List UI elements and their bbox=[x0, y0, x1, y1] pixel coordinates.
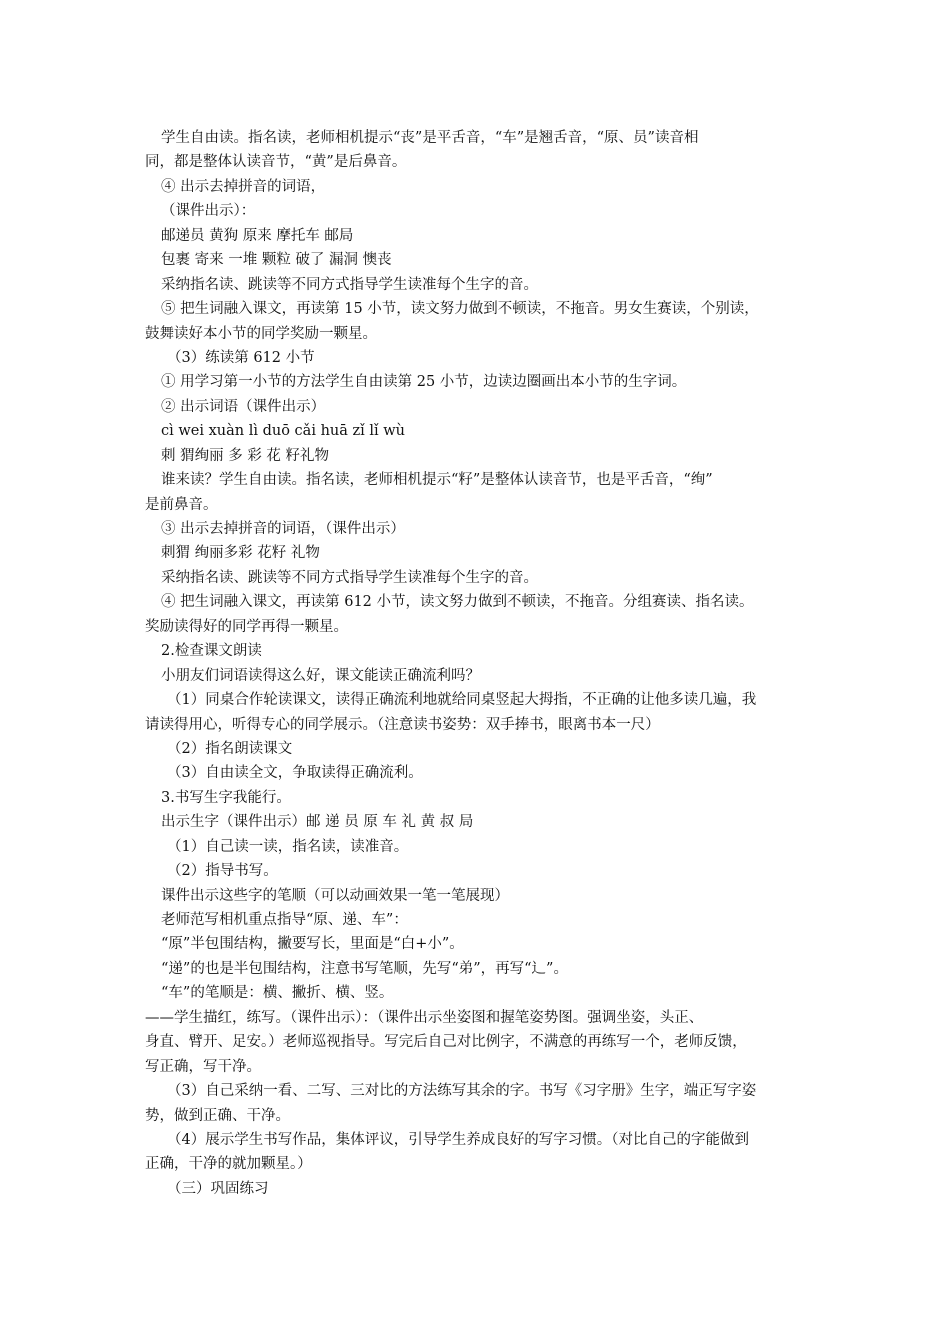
text-line: 请读得用心，听得专心的同学展示。（注意读书姿势：双手捧书，眼离书本一尺） bbox=[145, 716, 660, 733]
text-line: 包裹 寄来 一堆 颗粒 破了 漏洞 懊丧 bbox=[161, 252, 392, 269]
text-line: （3）练读第 612 小节 bbox=[167, 349, 315, 366]
text-line: 正确，干净的就加颗星。） bbox=[145, 1156, 312, 1173]
text-line: 老师范写相机重点指导“原、递、车”： bbox=[161, 912, 408, 928]
text-line: ① 用学习第一小节的方法学生自由读第 25 小节，边读边圈画出本小节的生字词。 bbox=[161, 374, 687, 391]
text-line: 写正确，写干净。 bbox=[145, 1058, 261, 1075]
text-line: ③ 出示去掉拼音的词语，（课件出示） bbox=[161, 521, 405, 537]
text-line: 邮递员 黄狗 原来 摩托车 邮局 bbox=[161, 227, 354, 244]
text-line: 刺 猬绚丽 多 彩 花 籽礼物 bbox=[161, 447, 330, 464]
text-line: （课件出示）： bbox=[161, 203, 256, 220]
text-line: 鼓舞读好本小节的同学奖励一颗星。 bbox=[145, 325, 377, 342]
text-line: （3）自己采纳一看、二写、三对比的方法练写其余的字。书写《习字册》生字，端正写字姿 bbox=[167, 1083, 757, 1100]
text-line: ——学生描红，练写。（课件出示）：（课件出示坐姿图和握笔姿势图。强调坐姿，头正、 bbox=[145, 1009, 704, 1026]
text-line: （2）指名朗读课文 bbox=[167, 740, 293, 757]
text-line: “递”的也是半包围结构，注意书写笔顺，先写“弟”，再写“辶”。 bbox=[161, 960, 568, 977]
text-line: 采纳指名读、跳读等不同方式指导学生读准每个生字的音。 bbox=[161, 569, 538, 586]
text-line: （3）自由读全文，争取读得正确流利。 bbox=[167, 765, 423, 782]
text-line: 3.书写生字我能行。 bbox=[161, 789, 291, 806]
text-line: 谁来读？学生自由读。指名读，老师相机提示“籽”是整体认读音节，也是平舌音，“绚” bbox=[161, 472, 713, 489]
text-line: 出示生字（课件出示）邮 递 员 原 车 礼 黄 叔 局 bbox=[161, 814, 474, 831]
document-body bbox=[145, 126, 815, 1201]
text-line: 课件出示这些字的笔顺（可以动画效果一笔一笔展现） bbox=[161, 887, 509, 904]
text-line: （4）展示学生书写作品，集体评议，引导学生养成良好的写字习惯。（对比自己的字能做到 bbox=[167, 1131, 749, 1148]
text-line: ② 出示词语（课件出示） bbox=[161, 398, 326, 415]
text-line: “原”半包围结构，撇要写长，里面是“白+小”。 bbox=[161, 936, 464, 953]
text-line: ④ 把生词融入课文，再读第 612 小节，读文努力做到不顿读，不拖音。分组赛读、指名读。 bbox=[161, 594, 754, 611]
text-line: 势，做到正确、干净。 bbox=[145, 1107, 290, 1124]
text-line: 是前鼻音。 bbox=[145, 496, 218, 513]
text-line: ④ 出示去掉拼音的词语， bbox=[161, 178, 326, 195]
text-line: “车”的笔顺是：横、撇折、横、竖。 bbox=[161, 985, 394, 1002]
text-line: 刺猬 绚丽多彩 花籽 礼物 bbox=[161, 545, 320, 562]
text-line: 小朋友们词语读得这么好，课文能读正确流利吗？ bbox=[161, 667, 480, 684]
text-line: 2.检查课文朗读 bbox=[161, 643, 262, 660]
text-line: 学生自由读。指名读，老师相机提示“丧”是平舌音，“车”是翘舌音，“原、员”读音相 bbox=[161, 130, 699, 146]
text-line: 奖励读得好的同学再得一颗星。 bbox=[145, 618, 348, 635]
text-line: （2）指导书写。 bbox=[167, 863, 278, 880]
text-line: 同，都是整体认读音节，“黄”是后鼻音。 bbox=[145, 154, 407, 171]
text-line: 身直、臂开、足安。）老师巡视指导。写完后自己对比例字，不满意的再练写一个，老师反馈， bbox=[145, 1034, 747, 1051]
text-line: 采纳指名读、跳读等不同方式指导学生读准每个生字的音。 bbox=[161, 276, 538, 293]
text-line: （1）同桌合作轮读课文，读得正确流利地就给同桌竖起大拇指，不正确的让他多读几遍，我 bbox=[167, 692, 757, 709]
text-line: ⑤ 把生词融入课文，再读第 15 小节，读文努力做到不顿读，不拖音。男女生赛读，个别读， bbox=[161, 301, 759, 318]
text-line: （三）巩固练习 bbox=[167, 1180, 269, 1197]
text-line: cì wei xuàn lì duō cǎi huā zǐ lǐ wù bbox=[161, 423, 406, 440]
text-line: （1）自己读一读，指名读，读准音。 bbox=[167, 838, 409, 855]
